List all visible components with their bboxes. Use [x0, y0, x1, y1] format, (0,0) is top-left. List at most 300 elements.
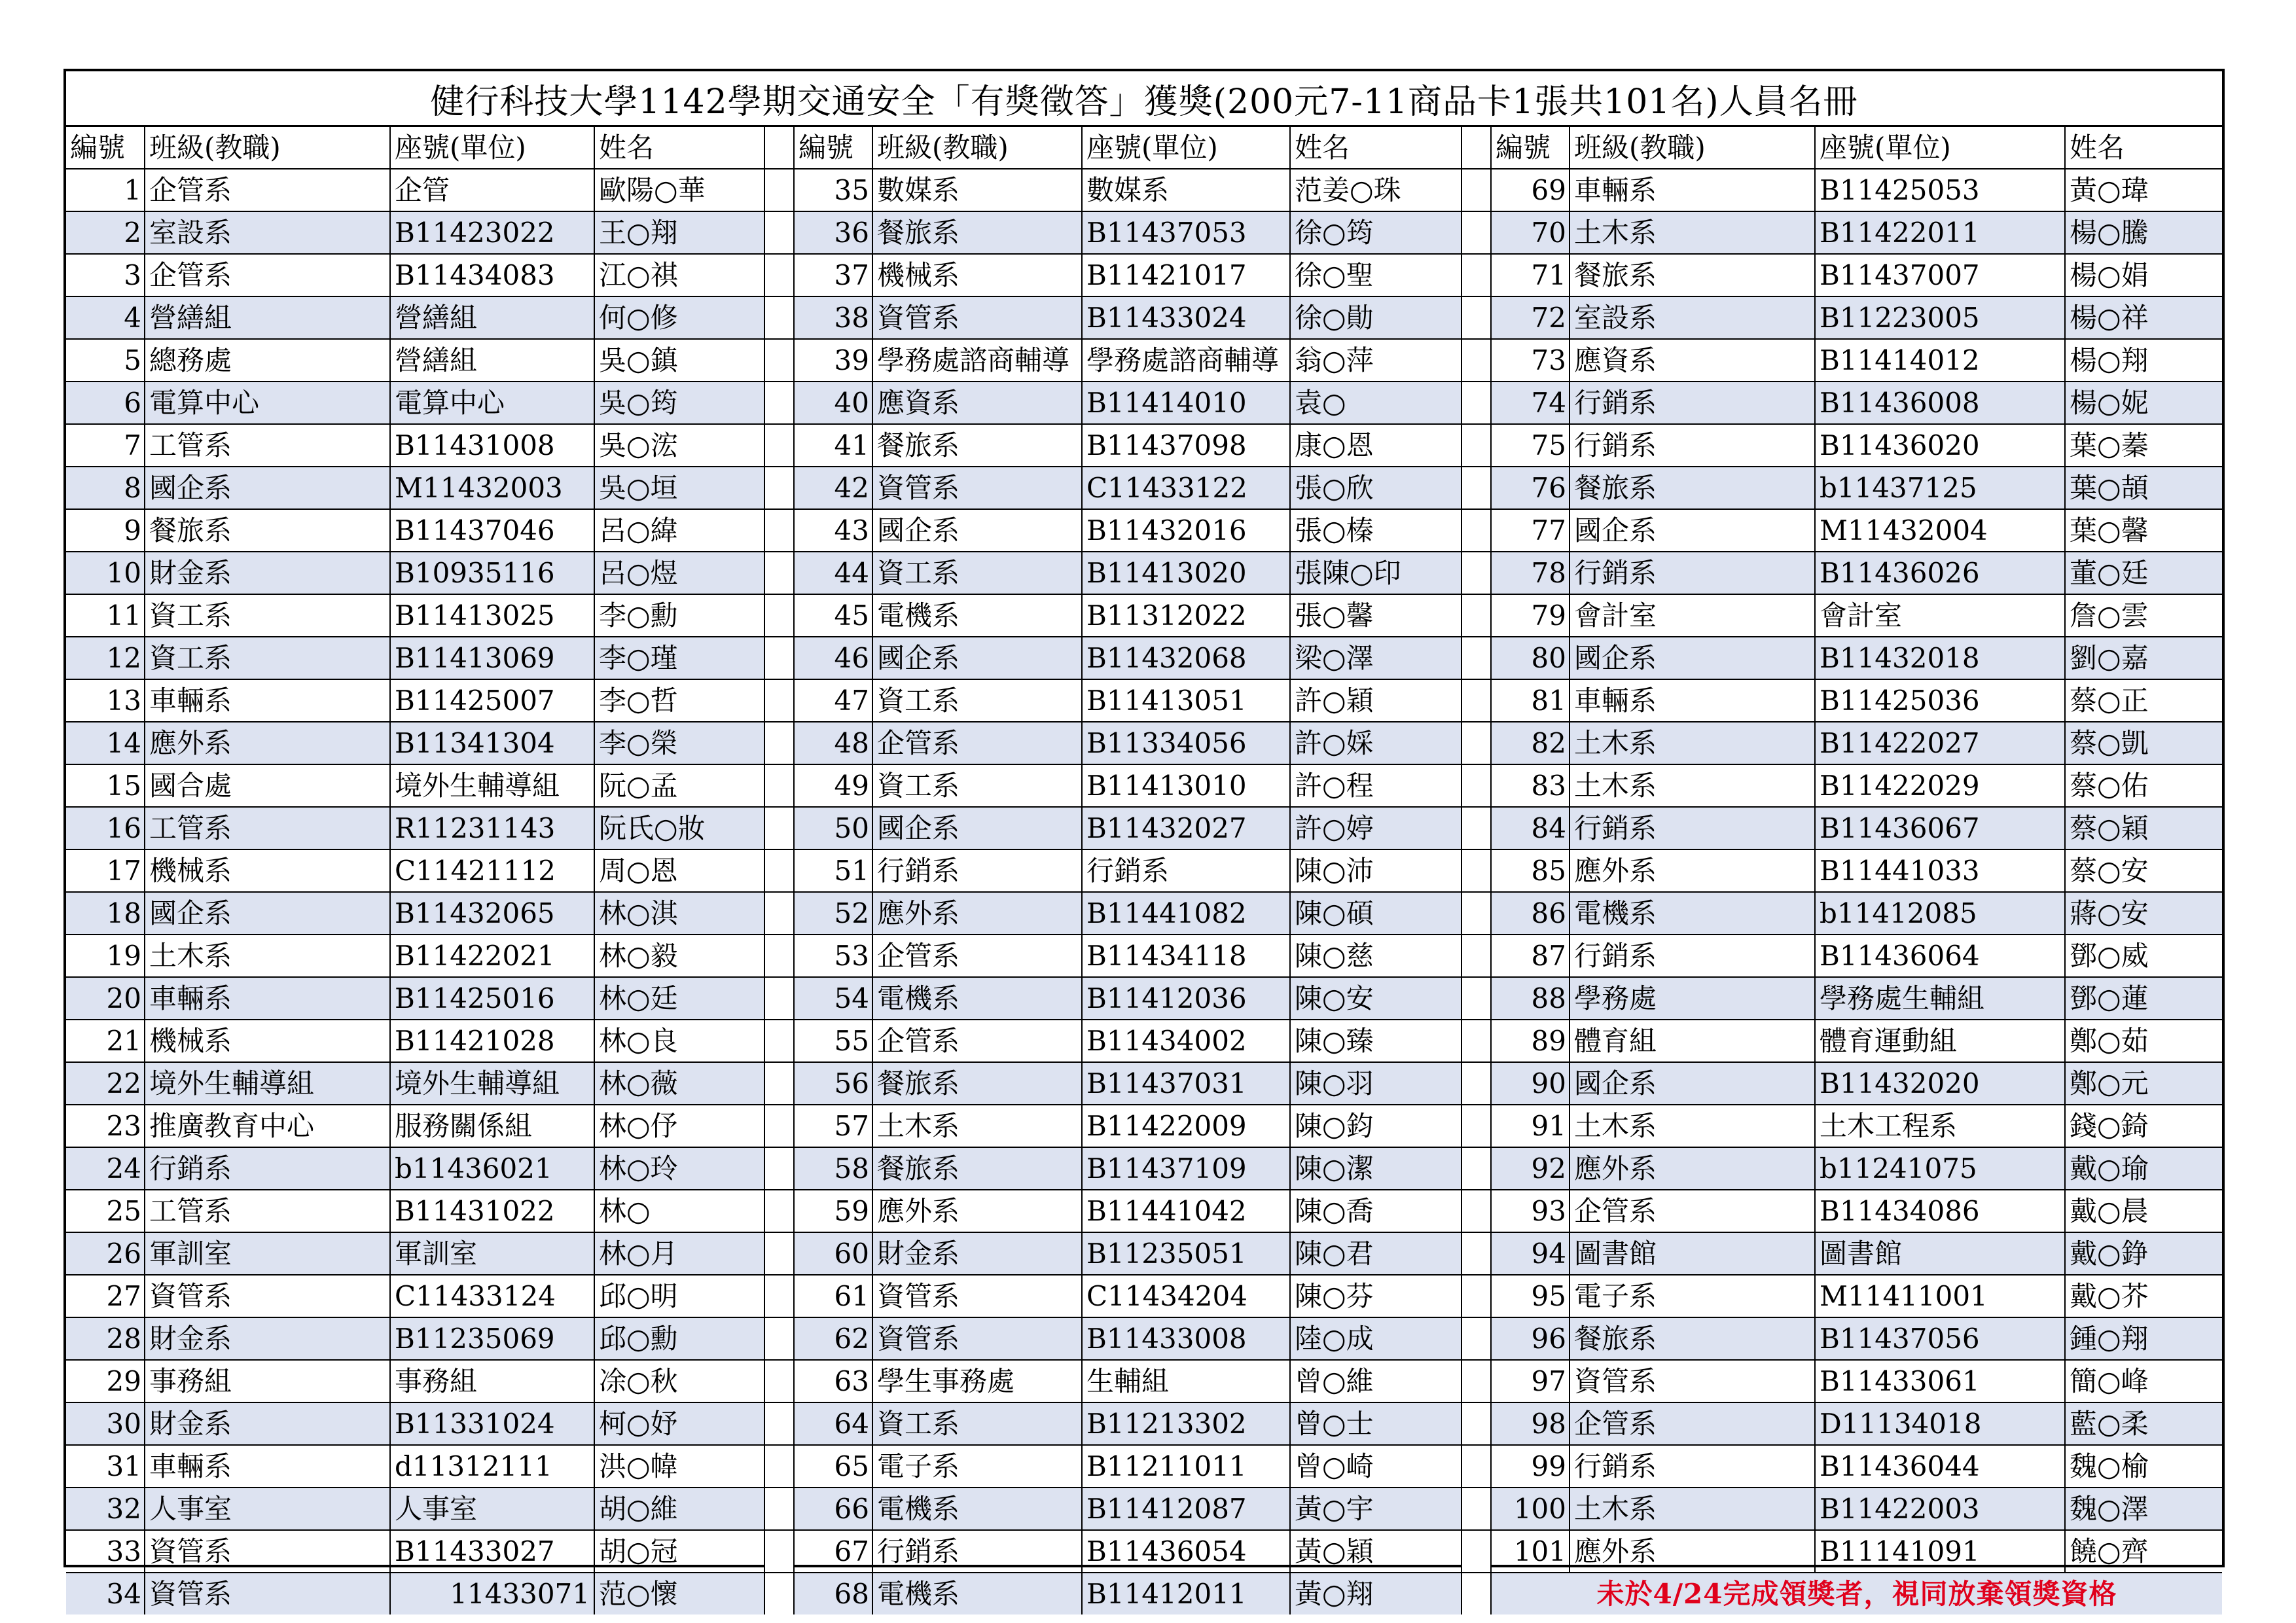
entry-number: 2	[66, 211, 145, 254]
entry-class: 電算中心	[145, 382, 390, 424]
entry-name: 范姜○珠	[1290, 169, 1462, 211]
entry-number: 94	[1491, 1232, 1570, 1275]
entry-name: 阮氏○妝	[594, 807, 764, 849]
column-spacer	[764, 1062, 794, 1105]
column-spacer	[764, 1105, 794, 1147]
entry-number: 18	[66, 892, 145, 935]
column-spacer	[764, 1573, 794, 1614]
entry-number: 53	[794, 935, 872, 977]
entry-name: 陳○潔	[1290, 1147, 1462, 1190]
column-spacer	[764, 127, 794, 169]
entry-seat: B11312022	[1082, 594, 1290, 637]
table-row	[66, 509, 2222, 552]
entry-class: 餐旅系	[872, 424, 1082, 467]
entry-name: 魏○澤	[2065, 1488, 2222, 1530]
entry-name: 詹○雲	[2065, 594, 2222, 637]
entry-class: 餐旅系	[145, 509, 390, 552]
column-spacer	[1462, 1530, 1491, 1573]
entry-seat: B11413069	[390, 637, 594, 679]
entry-number: 41	[794, 424, 872, 467]
entry-name: 吳○鎮	[594, 339, 764, 382]
entry-class: 土木系	[872, 1105, 1082, 1147]
entry-class: 餐旅系	[872, 211, 1082, 254]
entry-class: 土木系	[1570, 211, 1815, 254]
entry-seat: B11425007	[390, 679, 594, 722]
table-row	[66, 424, 2222, 467]
entry-name: 陸○成	[1290, 1317, 1462, 1360]
entry-name: 許○婷	[1290, 807, 1462, 849]
entry-seat: B11413020	[1082, 552, 1290, 594]
entry-name: 李○瑾	[594, 637, 764, 679]
entry-seat: 學務處諮商輔導	[1082, 339, 1290, 382]
table-row	[66, 1190, 2222, 1232]
entry-class: 土木系	[1570, 1105, 1815, 1147]
entry-name: 林○	[594, 1190, 764, 1232]
column-spacer	[764, 1402, 794, 1445]
entry-name: 周○恩	[594, 849, 764, 892]
entry-class: 資管系	[145, 1530, 390, 1573]
column-spacer	[764, 254, 794, 296]
entry-class: 企管系	[872, 722, 1082, 764]
table-row	[66, 1573, 2222, 1614]
entry-name: 蔡○穎	[2065, 807, 2222, 849]
entry-name: 藍○柔	[2065, 1402, 2222, 1445]
entry-name: 李○榮	[594, 722, 764, 764]
entry-number: 80	[1491, 637, 1570, 679]
table-row	[66, 637, 2222, 679]
entry-seat: B11425053	[1815, 169, 2065, 211]
entry-seat: B11431008	[390, 424, 594, 467]
entry-seat: B11432027	[1082, 807, 1290, 849]
entry-name: 葉○頡	[2065, 467, 2222, 509]
table-row	[66, 1402, 2222, 1445]
table-row	[66, 764, 2222, 807]
entry-seat: B11436008	[1815, 382, 2065, 424]
entry-class: 企管系	[1570, 1402, 1815, 1445]
table-row	[66, 892, 2222, 935]
column-spacer	[1462, 296, 1491, 339]
entry-class: 電機系	[872, 1488, 1082, 1530]
table-row	[66, 296, 2222, 339]
entry-class: 學務處諮商輔導	[872, 339, 1082, 382]
entry-name: 張○馨	[1290, 594, 1462, 637]
entry-number: 4	[66, 296, 145, 339]
column-spacer	[764, 977, 794, 1020]
entry-number: 5	[66, 339, 145, 382]
entry-name: 徐○筠	[1290, 211, 1462, 254]
entry-name: 陳○君	[1290, 1232, 1462, 1275]
entry-seat: 人事室	[390, 1488, 594, 1530]
entry-class: 國企系	[872, 509, 1082, 552]
column-spacer	[764, 1488, 794, 1530]
entry-class: 工管系	[145, 1190, 390, 1232]
entry-seat: 生輔組	[1082, 1360, 1290, 1402]
entry-number: 14	[66, 722, 145, 764]
entry-number: 65	[794, 1445, 872, 1488]
entry-class: 應外系	[1570, 849, 1815, 892]
entry-number: 48	[794, 722, 872, 764]
entry-number: 99	[1491, 1445, 1570, 1488]
entry-name: 徐○聖	[1290, 254, 1462, 296]
entry-seat: B11414010	[1082, 382, 1290, 424]
column-spacer	[764, 1530, 794, 1573]
column-spacer	[1462, 339, 1491, 382]
entry-number: 6	[66, 382, 145, 424]
entry-name: 蔣○安	[2065, 892, 2222, 935]
entry-seat: B11437098	[1082, 424, 1290, 467]
entry-seat: M11432004	[1815, 509, 2065, 552]
column-spacer	[764, 424, 794, 467]
entry-class: 圖書館	[1570, 1232, 1815, 1275]
entry-name: 呂○緯	[594, 509, 764, 552]
entry-number: 58	[794, 1147, 872, 1190]
entry-class: 電機系	[1570, 892, 1815, 935]
entry-class: 應資系	[1570, 339, 1815, 382]
entry-name: 袁○	[1290, 382, 1462, 424]
column-header: 座號(單位)	[1082, 127, 1290, 169]
entry-seat: B11436044	[1815, 1445, 2065, 1488]
entry-seat: B11432020	[1815, 1062, 2065, 1105]
entry-class: 財金系	[145, 1402, 390, 1445]
entry-class: 機械系	[145, 849, 390, 892]
entry-class: 數媒系	[872, 169, 1082, 211]
entry-number: 59	[794, 1190, 872, 1232]
column-spacer	[1462, 1190, 1491, 1232]
entry-name: 林○淇	[594, 892, 764, 935]
entry-seat: B11437007	[1815, 254, 2065, 296]
entry-class: 國合處	[145, 764, 390, 807]
table-row	[66, 1445, 2222, 1488]
entry-number: 88	[1491, 977, 1570, 1020]
entry-name: 林○薇	[594, 1062, 764, 1105]
entry-seat: B11413010	[1082, 764, 1290, 807]
entry-seat: B11412011	[1082, 1573, 1290, 1614]
table-row	[66, 849, 2222, 892]
entry-class: 室設系	[1570, 296, 1815, 339]
entry-number: 67	[794, 1530, 872, 1573]
column-spacer	[764, 1275, 794, 1317]
entry-name: 鄭○元	[2065, 1062, 2222, 1105]
entry-class: 企管系	[145, 254, 390, 296]
column-spacer	[1462, 424, 1491, 467]
entry-seat: 學務處生輔組	[1815, 977, 2065, 1020]
entry-name: 曾○士	[1290, 1402, 1462, 1445]
column-spacer	[764, 1445, 794, 1488]
entry-class: 應外系	[1570, 1530, 1815, 1573]
entry-class: 學生事務處	[872, 1360, 1082, 1402]
entry-name: 李○勳	[594, 594, 764, 637]
column-header: 姓名	[594, 127, 764, 169]
entry-name: 陳○碩	[1290, 892, 1462, 935]
table-row	[66, 1147, 2222, 1190]
column-header: 班級(教職)	[1570, 127, 1815, 169]
entry-name: 黃○宇	[1290, 1488, 1462, 1530]
column-spacer	[1462, 594, 1491, 637]
entry-number: 51	[794, 849, 872, 892]
entry-number: 101	[1491, 1530, 1570, 1573]
entry-seat: B11421017	[1082, 254, 1290, 296]
column-header: 編號	[66, 127, 145, 169]
table-row	[66, 339, 2222, 382]
column-spacer	[1462, 722, 1491, 764]
entry-class: 土木系	[1570, 764, 1815, 807]
entry-number: 93	[1491, 1190, 1570, 1232]
entry-class: 行銷系	[145, 1147, 390, 1190]
entry-number: 55	[794, 1020, 872, 1062]
entry-name: 張○欣	[1290, 467, 1462, 509]
entry-name: 許○婇	[1290, 722, 1462, 764]
entry-number: 33	[66, 1530, 145, 1573]
entry-class: 企管系	[872, 1020, 1082, 1062]
column-spacer	[1462, 127, 1491, 169]
table-row	[66, 552, 2222, 594]
entry-class: 工管系	[145, 424, 390, 467]
table-row	[66, 467, 2222, 509]
entry-class: 土木系	[1570, 1488, 1815, 1530]
entry-class: 國企系	[1570, 637, 1815, 679]
column-spacer	[1462, 211, 1491, 254]
column-spacer	[1462, 1020, 1491, 1062]
entry-seat: B11422009	[1082, 1105, 1290, 1147]
entry-class: 資管系	[872, 467, 1082, 509]
entry-name: 阮○孟	[594, 764, 764, 807]
table-row	[66, 1317, 2222, 1360]
entry-seat: B11414012	[1815, 339, 2065, 382]
entry-number: 87	[1491, 935, 1570, 977]
table-row	[66, 382, 2222, 424]
entry-name: 呂○煜	[594, 552, 764, 594]
entry-seat: 電算中心	[390, 382, 594, 424]
column-spacer	[1462, 1105, 1491, 1147]
entry-number: 70	[1491, 211, 1570, 254]
table-row	[66, 1020, 2222, 1062]
entry-number: 32	[66, 1488, 145, 1530]
column-spacer	[1462, 807, 1491, 849]
column-header: 編號	[1491, 127, 1570, 169]
entry-class: 車輛系	[1570, 679, 1815, 722]
entry-number: 75	[1491, 424, 1570, 467]
entry-number: 42	[794, 467, 872, 509]
entry-number: 43	[794, 509, 872, 552]
entry-class: 資管系	[145, 1573, 390, 1614]
column-spacer	[1462, 1445, 1491, 1488]
entry-name: 邱○明	[594, 1275, 764, 1317]
entry-name: 楊○妮	[2065, 382, 2222, 424]
entry-name: 許○穎	[1290, 679, 1462, 722]
column-header: 姓名	[1290, 127, 1462, 169]
entry-class: 國企系	[872, 807, 1082, 849]
entry-number: 25	[66, 1190, 145, 1232]
entry-seat: B11412036	[1082, 977, 1290, 1020]
entry-seat: B11413051	[1082, 679, 1290, 722]
entry-name: 劉○嘉	[2065, 637, 2222, 679]
entry-seat: 行銷系	[1082, 849, 1290, 892]
table-row	[66, 1275, 2222, 1317]
entry-name: 楊○翔	[2065, 339, 2222, 382]
entry-seat: C11433122	[1082, 467, 1290, 509]
entry-seat: B11422021	[390, 935, 594, 977]
entry-class: 學務處	[1570, 977, 1815, 1020]
entry-seat: B11437109	[1082, 1147, 1290, 1190]
entry-seat: B11425016	[390, 977, 594, 1020]
entry-number: 49	[794, 764, 872, 807]
entry-seat: 企管	[390, 169, 594, 211]
entry-name: 胡○維	[594, 1488, 764, 1530]
entry-number: 19	[66, 935, 145, 977]
entry-class: 資工系	[145, 637, 390, 679]
column-spacer	[764, 211, 794, 254]
entry-number: 11	[66, 594, 145, 637]
entry-name: 鄧○蓮	[2065, 977, 2222, 1020]
column-spacer	[1462, 1062, 1491, 1105]
entry-number: 27	[66, 1275, 145, 1317]
entry-name: 林○月	[594, 1232, 764, 1275]
column-spacer	[1462, 382, 1491, 424]
entry-seat: B11434086	[1815, 1190, 2065, 1232]
entry-name: 張○榛	[1290, 509, 1462, 552]
entry-number: 8	[66, 467, 145, 509]
entry-number: 76	[1491, 467, 1570, 509]
entry-class: 資管系	[872, 296, 1082, 339]
column-spacer	[764, 339, 794, 382]
column-spacer	[764, 467, 794, 509]
entry-name: 陳○羽	[1290, 1062, 1462, 1105]
column-header: 編號	[794, 127, 872, 169]
entry-seat: 營繕組	[390, 339, 594, 382]
entry-name: 葉○馨	[2065, 509, 2222, 552]
entry-name: 饒○齊	[2065, 1530, 2222, 1573]
entry-number: 13	[66, 679, 145, 722]
entry-number: 31	[66, 1445, 145, 1488]
entry-number: 16	[66, 807, 145, 849]
entry-number: 81	[1491, 679, 1570, 722]
entry-name: 陳○芬	[1290, 1275, 1462, 1317]
entry-seat: B11422003	[1815, 1488, 2065, 1530]
entry-seat: B11436020	[1815, 424, 2065, 467]
entry-seat: C11434204	[1082, 1275, 1290, 1317]
entry-seat: 服務關係組	[390, 1105, 594, 1147]
entry-class: 行銷系	[1570, 382, 1815, 424]
column-header: 班級(教職)	[872, 127, 1082, 169]
entry-number: 52	[794, 892, 872, 935]
entry-name: 許○程	[1290, 764, 1462, 807]
entry-name: 王○翔	[594, 211, 764, 254]
entry-seat: 軍訓室	[390, 1232, 594, 1275]
entry-name: 邱○勳	[594, 1317, 764, 1360]
entry-name: 鄧○威	[2065, 935, 2222, 977]
entry-number: 15	[66, 764, 145, 807]
entry-seat: 體育運動組	[1815, 1020, 2065, 1062]
entry-class: 軍訓室	[145, 1232, 390, 1275]
entry-name: 黃○瑋	[2065, 169, 2222, 211]
entry-class: 車輛系	[145, 1445, 390, 1488]
entry-seat: B11432065	[390, 892, 594, 935]
entry-name: 蔡○凱	[2065, 722, 2222, 764]
entry-number: 77	[1491, 509, 1570, 552]
entry-name: 錢○錡	[2065, 1105, 2222, 1147]
entry-name: 戴○錚	[2065, 1232, 2222, 1275]
table-row	[66, 1232, 2222, 1275]
entry-class: 電子系	[872, 1445, 1082, 1488]
column-spacer	[1462, 1573, 1491, 1614]
column-header: 座號(單位)	[1815, 127, 2065, 169]
column-spacer	[1462, 1360, 1491, 1402]
entry-seat: 圖書館	[1815, 1232, 2065, 1275]
entry-number: 64	[794, 1402, 872, 1445]
entry-class: 餐旅系	[1570, 1317, 1815, 1360]
entry-class: 人事室	[145, 1488, 390, 1530]
entry-seat: B11235051	[1082, 1232, 1290, 1275]
column-header: 座號(單位)	[390, 127, 594, 169]
entry-name: 魏○榆	[2065, 1445, 2222, 1488]
entry-name: 曾○崎	[1290, 1445, 1462, 1488]
entry-seat: B11437056	[1815, 1317, 2065, 1360]
entry-seat: B11441082	[1082, 892, 1290, 935]
column-spacer	[764, 1360, 794, 1402]
entry-number: 84	[1491, 807, 1570, 849]
entry-class: 財金系	[145, 552, 390, 594]
entry-name: 陳○臻	[1290, 1020, 1462, 1062]
entry-name: 陳○沛	[1290, 849, 1462, 892]
column-spacer	[1462, 1488, 1491, 1530]
entry-name: 蔡○佑	[2065, 764, 2222, 807]
entry-number: 71	[1491, 254, 1570, 296]
entry-name: 李○哲	[594, 679, 764, 722]
entry-class: 國企系	[145, 892, 390, 935]
entry-number: 85	[1491, 849, 1570, 892]
column-spacer	[1462, 552, 1491, 594]
entry-name: 洪○幃	[594, 1445, 764, 1488]
entry-number: 26	[66, 1232, 145, 1275]
column-spacer	[764, 807, 794, 849]
entry-number: 3	[66, 254, 145, 296]
entry-seat: B11432018	[1815, 637, 2065, 679]
entry-name: 簡○峰	[2065, 1360, 2222, 1402]
table-row	[66, 722, 2222, 764]
entry-number: 72	[1491, 296, 1570, 339]
entry-number: 12	[66, 637, 145, 679]
entry-number: 96	[1491, 1317, 1570, 1360]
entry-number: 63	[794, 1360, 872, 1402]
entry-number: 47	[794, 679, 872, 722]
entry-number: 45	[794, 594, 872, 637]
entry-name: 陳○安	[1290, 977, 1462, 1020]
entry-seat: B11223005	[1815, 296, 2065, 339]
entry-class: 車輛系	[1570, 169, 1815, 211]
column-spacer	[764, 849, 794, 892]
entry-name: 黃○翔	[1290, 1573, 1462, 1614]
column-spacer	[1462, 764, 1491, 807]
entry-class: 工管系	[145, 807, 390, 849]
entry-name: 鄭○茹	[2065, 1020, 2222, 1062]
entry-class: 財金系	[872, 1232, 1082, 1275]
entry-seat: B11437053	[1082, 211, 1290, 254]
entry-seat: 11433071	[390, 1573, 594, 1614]
entry-name: 董○廷	[2065, 552, 2222, 594]
entry-class: 會計室	[1570, 594, 1815, 637]
entry-class: 機械系	[145, 1020, 390, 1062]
entry-class: 推廣教育中心	[145, 1105, 390, 1147]
column-spacer	[1462, 467, 1491, 509]
column-spacer	[764, 1317, 794, 1360]
entry-seat: B11433024	[1082, 296, 1290, 339]
entry-seat: B11413025	[390, 594, 594, 637]
entry-number: 83	[1491, 764, 1570, 807]
entry-number: 78	[1491, 552, 1570, 594]
column-spacer	[764, 1147, 794, 1190]
entry-class: 財金系	[145, 1317, 390, 1360]
entry-class: 行銷系	[1570, 552, 1815, 594]
